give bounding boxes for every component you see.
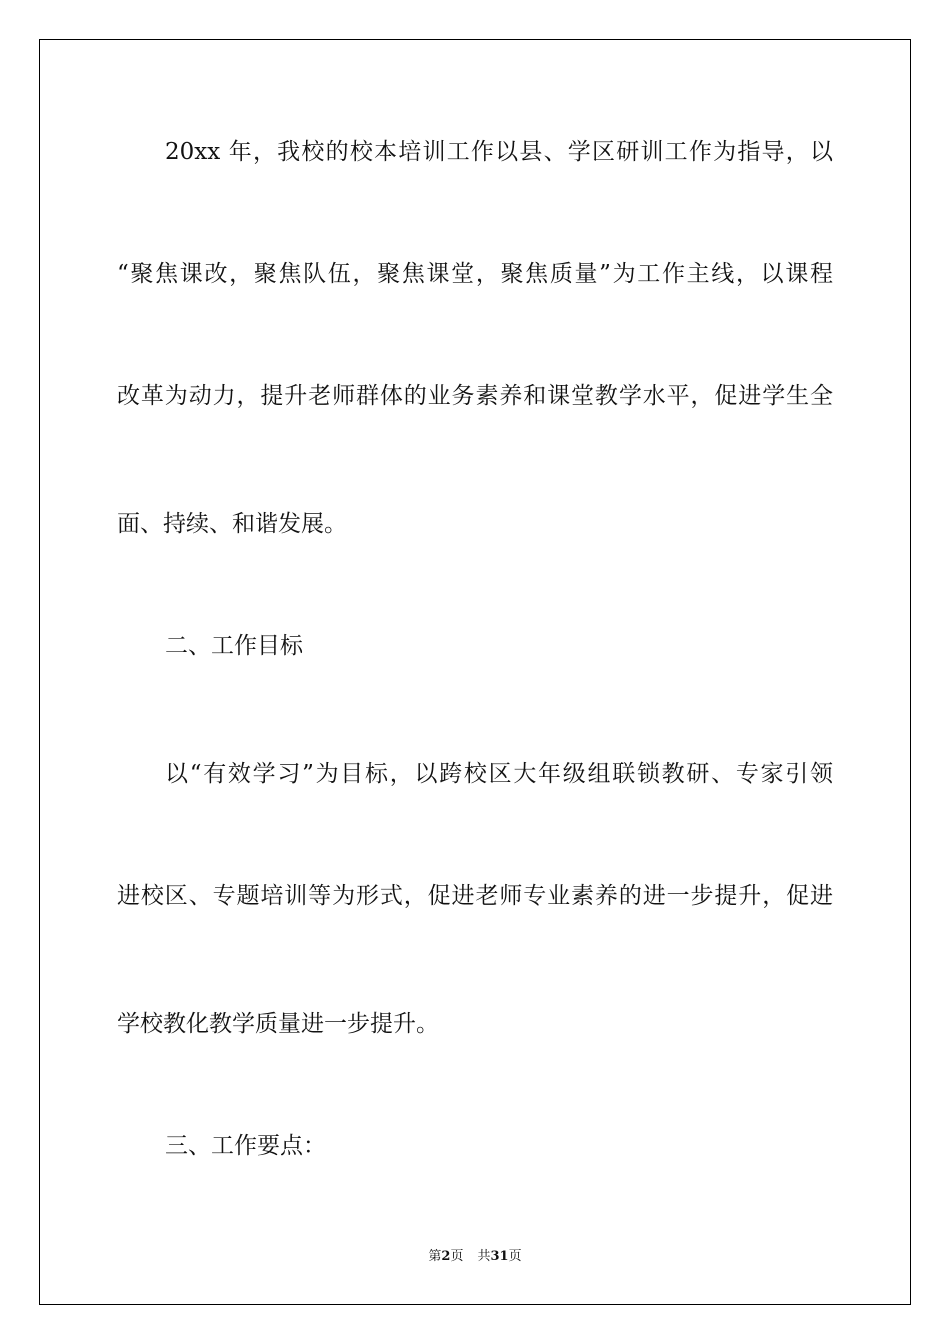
paragraph-2-line-2: 进校区、专题培训等为形式，促进老师专业素养的进一步提升，促进 — [117, 883, 833, 909]
footer-page-prefix: 第 — [428, 1249, 442, 1264]
paragraph-2-line-3: 学校教化教学质量进一步提升。 — [117, 1011, 439, 1037]
paragraph-2-line-1: 以“有效学习”为目标，以跨校区大年级组联锁教研、专家引领 — [165, 761, 833, 787]
section-heading-3: 三、工作要点： — [165, 1133, 326, 1159]
paragraph-1-line-2: “聚焦课改，聚焦队伍，聚焦课堂，聚焦质量”为工作主线，以课程 — [117, 261, 833, 287]
footer-total-pages: 31 — [490, 1249, 509, 1264]
section-heading-2: 二、工作目标 — [165, 633, 303, 659]
page-border — [39, 39, 911, 1305]
footer-total-suffix: 页 — [508, 1249, 522, 1264]
paragraph-1-line-3: 改革为动力，提升老师群体的业务素养和课堂教学水平，促进学生全 — [117, 383, 833, 409]
paragraph-1-line-4: 面、持续、和谐发展。 — [117, 511, 347, 537]
paragraph-1-line-1: 20xx 年，我校的校本培训工作以县、学区研训工作为指导，以 — [165, 139, 833, 165]
footer-total-prefix: 共 — [477, 1249, 491, 1264]
footer-page-number: 2 — [441, 1249, 451, 1264]
page-footer — [0, 1248, 950, 1266]
footer-page-suffix: 页 — [450, 1249, 464, 1264]
